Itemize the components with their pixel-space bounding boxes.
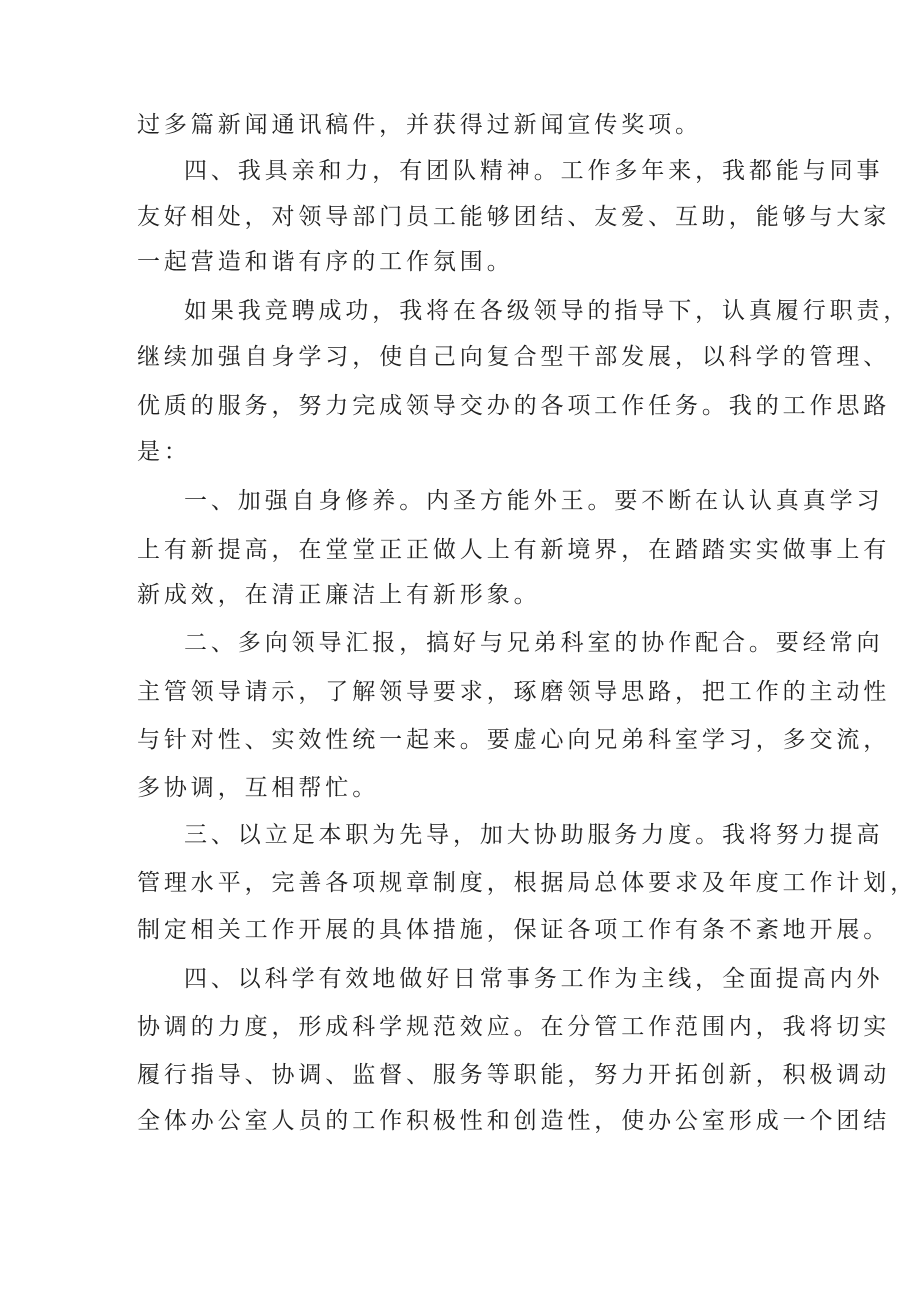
text-line-1: 过多篇新闻通讯稿件，并获得过新闻宣传奖项。 — [137, 112, 702, 138]
text-line-16: 三、以立足本职为先导，加大协助服务力度。我将努力提高 — [184, 822, 884, 848]
text-line-22: 全体办公室人员的工作积极性和创造性，使办公室形成一个团结 — [137, 1108, 891, 1134]
text-line-19: 四、以科学有效地做好日常事务工作为主线，全面提高内外 — [184, 966, 884, 992]
text-line-13: 主管领导请示，了解领导要求，琢磨领导思路，把工作的主动性 — [137, 679, 891, 705]
text-line-3: 友好相处，对领导部门员工能够团结、友爱、互助，能够与大家 — [137, 204, 891, 230]
text-line-21: 履行指导、协调、监督、服务等职能，努力开拓创新，积极调动 — [137, 1062, 891, 1088]
text-line-4: 一起营造和谐有序的工作氛围。 — [137, 249, 514, 275]
text-line-6: 继续加强自身学习，使自己向复合型干部发展，以科学的管理、 — [137, 344, 891, 370]
text-line-5: 如果我竞聘成功，我将在各级领导的指导下，认真履行职责， — [184, 298, 911, 324]
text-line-10: 上有新提高，在堂堂正正做人上有新境界，在踏踏实实做事上有 — [137, 537, 891, 563]
text-line-17: 管理水平，完善各项规章制度，根据局总体要求及年度工作计划， — [137, 870, 918, 896]
text-line-18: 制定相关工作开展的具体措施，保证各项工作有条不紊地开展。 — [137, 917, 891, 943]
text-line-9: 一、加强自身修养。内圣方能外王。要不断在认认真真学习 — [184, 488, 884, 514]
text-line-11: 新成效，在清正廉洁上有新形象。 — [137, 582, 541, 608]
text-line-7: 优质的服务，努力完成领导交办的各项工作任务。我的工作思路 — [137, 393, 891, 419]
text-line-14: 与针对性、实效性统一起来。要虚心向兄弟科室学习，多交流， — [137, 727, 891, 753]
text-line-12: 二、多向领导汇报，搞好与兄弟科室的协作配合。要经常向 — [184, 630, 884, 656]
text-line-20: 协调的力度，形成科学规范效应。在分管工作范围内，我将切实 — [137, 1014, 891, 1040]
text-line-15: 多协调，互相帮忙。 — [137, 775, 380, 801]
text-line-8: 是： — [137, 439, 191, 465]
text-line-2: 四、我具亲和力，有团队精神。工作多年来，我都能与同事 — [184, 158, 884, 184]
